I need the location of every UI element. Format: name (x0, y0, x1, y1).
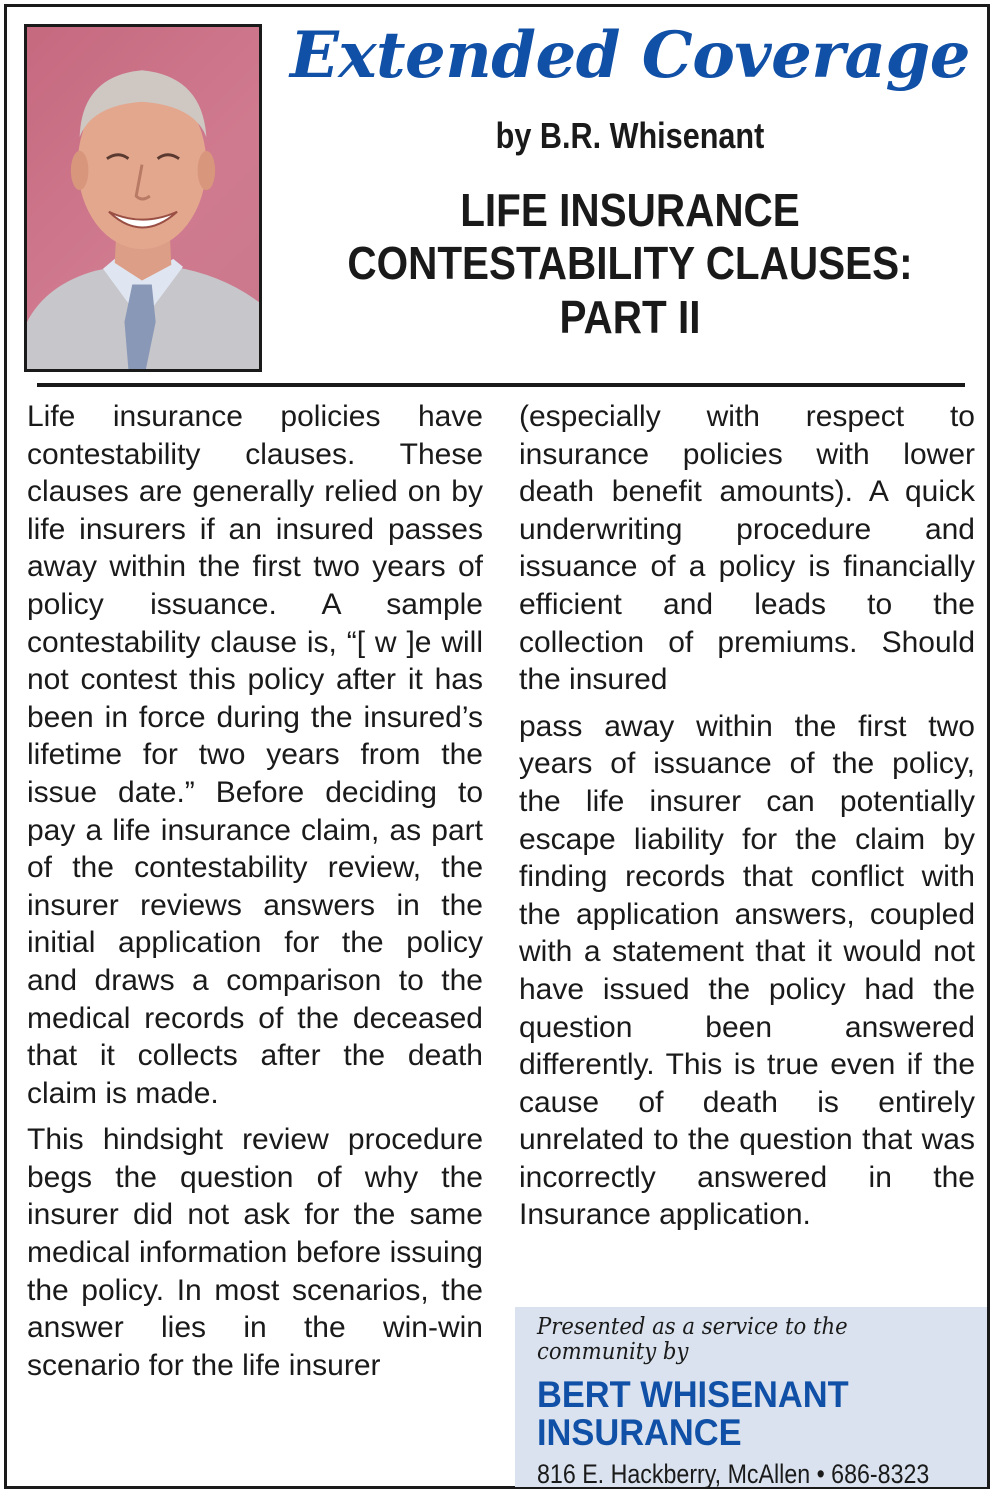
article-column-right (519, 398, 975, 1234)
sponsor-name-line-2: INSURANCE (537, 1412, 742, 1454)
right-paragraph-1: (especially with respect to insurance policies with lower death benefit amounts). A quick underwriting procedure and issuance of a policy is financially efficient and leads to the collection of premiums. Should the insured (519, 400, 975, 697)
sponsor-box (515, 1307, 987, 1487)
sponsor-address: 816 E. Hackberry, McAllen • 686-8323 (537, 1458, 930, 1489)
left-paragraph-1: Life insurance policies have contestability clauses. These clauses are generally relied on by life insurers if an insured passes away within the first two years of policy issuance. A sample contestability clause is, “[ w ]e will not contest this policy after it has been in force during the insured’s lifetime for two years from the issue date.” Before deciding to pay a life insurance claim, as part of the contestability review, the insurer reviews answers in the initial application for the policy and draws a comparison to the medical records of the deceased that it collects after the death claim is made. (27, 400, 483, 1110)
column-header (280, 18, 980, 344)
article-column-left (27, 398, 483, 1384)
author-photo (24, 24, 262, 372)
article-headline (322, 184, 938, 344)
headline-line-3: PART II (559, 290, 701, 343)
left-paragraph-2: This hindsight review procedure begs the question of why the insurer did not ask for the same medical information before issuing the policy. In most scenarios, the answer lies in the win-win scenario for the life insurer (27, 1123, 483, 1382)
header-divider (37, 383, 965, 387)
sponsor-name-line-1: BERT WHISENANT (537, 1373, 849, 1415)
right-paragraph-2: pass away within the first two years of issuance of the policy, the life insurer can potentially escape liability for the claim by finding records that conflict with the application answers, coupled with a statement that it would not have issued the policy had the question been answered differently. This is true even if the cause of death is entirely unrelated to the question that was incorrectly answered in the Insurance application. (519, 709, 975, 1232)
column-title: Extended Coverage (290, 18, 970, 93)
headline-line-2: CONTESTABILITY CLAUSES: (347, 237, 913, 290)
sponsor-intro: Presented as a service to the community by (537, 1314, 848, 1366)
sponsor-name (537, 1373, 956, 1454)
byline: by B.R. Whisenant (495, 115, 765, 156)
headline-line-1: LIFE INSURANCE (460, 184, 800, 236)
